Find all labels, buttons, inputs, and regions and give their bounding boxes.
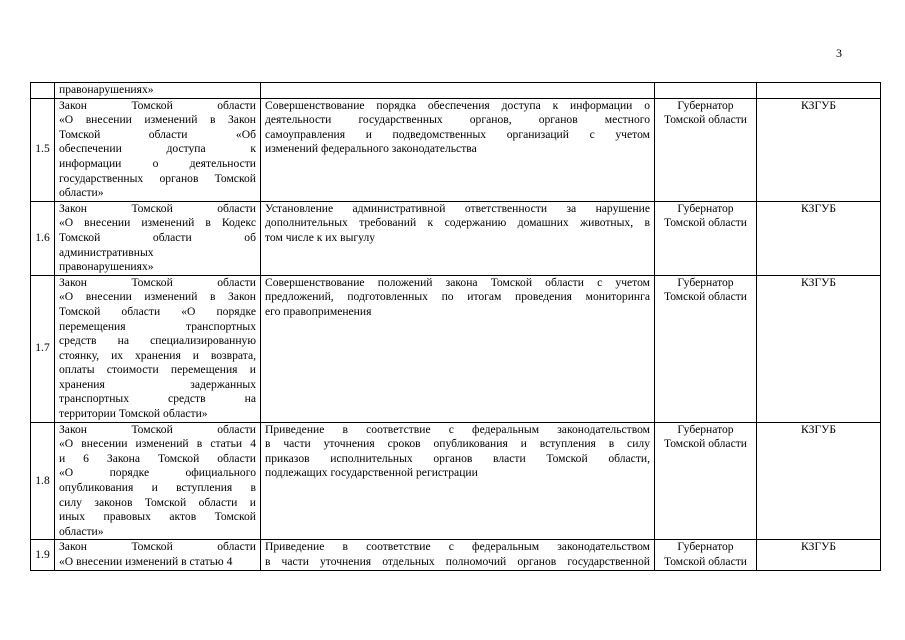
row-number-cell: 1.9: [31, 540, 55, 570]
law-title-line: хранения задержанных: [59, 377, 256, 391]
row-number-cell: [31, 83, 55, 99]
responsible-line: Томской области: [664, 216, 747, 230]
law-title-line: Закон Томской области: [59, 422, 256, 436]
goal-line: подлежащих государственной регистрации: [265, 466, 478, 480]
table-row: [31, 275, 881, 422]
law-title-line: «О внесении изменений в статью 4: [59, 555, 233, 568]
law-title-line: «О внесении изменений в Закон: [59, 290, 256, 304]
responsible-line: Губернатор: [677, 422, 734, 436]
law-title-line: области»: [59, 524, 104, 538]
responsible-cell: [655, 98, 757, 201]
law-title-line: «О внесении изменений в Кодекс: [59, 216, 256, 230]
law-title-cell: [55, 98, 261, 201]
law-title-line: Томской области «О порядке: [59, 304, 256, 318]
executor-cell: КЗГУБ: [757, 201, 881, 275]
table-row: [31, 540, 881, 570]
executor-cell: КЗГУБ: [757, 422, 881, 540]
law-title-line: государственных органов Томской: [59, 171, 256, 185]
responsible-cell: [655, 422, 757, 540]
law-title-line: опубликования и вступления в: [59, 481, 256, 495]
law-title-cell: [55, 275, 261, 422]
law-title-cell: [55, 201, 261, 275]
law-title-line: территории Томской области»: [59, 407, 208, 421]
responsible-line: Томской области: [664, 555, 747, 568]
goal-cell: [261, 201, 655, 275]
law-title-line: информации о деятельности: [59, 156, 256, 170]
goal-line: его правоприменения: [265, 304, 372, 318]
responsible-line: Губернатор: [677, 98, 734, 112]
law-title-line: стоянку, их хранения и возврата,: [59, 348, 256, 362]
law-title-line: «О внесении изменений в Закон: [59, 113, 256, 127]
goal-line: Совершенствование порядка обеспечения доступа к информации о: [265, 98, 650, 112]
law-title-line: Томской области «Об: [59, 127, 256, 141]
responsible-line: Томской области: [664, 437, 747, 451]
goal-line: изменений федерального законодательства: [265, 142, 477, 156]
law-title-line: области»: [59, 186, 104, 200]
goal-line: самоуправления и подведомственных организаций с учетом: [265, 127, 650, 141]
law-title-line: Закон Томской области: [59, 275, 256, 289]
law-title-line: правонарушениях»: [59, 260, 154, 274]
table-row: [31, 98, 881, 201]
goal-cell: [261, 540, 655, 570]
executor-cell: КЗГУБ: [757, 275, 881, 422]
goal-line: Совершенствование положений закона Томской области с учетом: [265, 275, 650, 289]
goal-cell: [261, 98, 655, 201]
page-number: 3: [836, 46, 842, 60]
table-row: [31, 201, 881, 275]
law-title-line: оплаты стоимости перемещения и: [59, 363, 256, 377]
row-number-cell: 1.5: [31, 98, 55, 201]
responsible-line: Губернатор: [677, 540, 734, 554]
law-title-line: иных правовых актов Томской: [59, 510, 256, 524]
table-row: [31, 422, 881, 540]
executor-cell: КЗГУБ: [757, 98, 881, 201]
goal-line: Приведение в соответствие с федеральным законодательством: [265, 422, 650, 436]
law-title-line: Томской области об: [59, 230, 256, 244]
law-title-line: административных: [59, 245, 154, 259]
executor-cell: [757, 83, 881, 99]
law-title-cell: [55, 83, 261, 99]
goal-line: дополнительных требований к содержанию домашних животных, в: [265, 216, 650, 230]
responsible-cell: [655, 201, 757, 275]
law-title-line: транспортных средств на: [59, 392, 256, 406]
responsible-cell: [655, 540, 757, 570]
law-title-line: Закон Томской области: [59, 540, 256, 554]
row-number-cell: 1.8: [31, 422, 55, 540]
law-title-cell: [55, 540, 261, 570]
goal-line: Установление административной ответственности за нарушение: [265, 201, 650, 215]
goal-line: приказов исполнительных органов власти Томской области,: [265, 451, 650, 465]
responsible-line: Губернатор: [677, 275, 734, 289]
responsible-line: Томской области: [664, 113, 747, 127]
responsible-cell: [655, 83, 757, 99]
law-title-line: правонарушениях»: [59, 83, 154, 96]
responsible-line: Томской области: [664, 290, 747, 304]
law-title-line: силу законов Томской области и: [59, 495, 256, 509]
law-title-line: перемещения транспортных: [59, 319, 256, 333]
goal-line: деятельности государственных органов, органов местного: [265, 113, 650, 127]
executor-cell: КЗГУБ: [757, 540, 881, 570]
law-title-line: «О порядке официального: [59, 466, 256, 480]
row-number-cell: 1.7: [31, 275, 55, 422]
table-row-continued: [31, 83, 881, 99]
law-title-cell: [55, 422, 261, 540]
responsible-line: Губернатор: [677, 201, 734, 215]
row-number-cell: 1.6: [31, 201, 55, 275]
legislation-plan-table: [30, 82, 881, 571]
law-title-line: Закон Томской области: [59, 201, 256, 215]
goal-line: предложений, подготовленных по итогам проведения мониторинга: [265, 290, 650, 304]
law-title-line: и 6 Закона Томской области: [59, 451, 256, 465]
goal-line: в части уточнения сроков опубликования и вступления в силу: [265, 437, 650, 451]
law-title-line: средств на специализированную: [59, 334, 256, 348]
goal-cell: [261, 422, 655, 540]
responsible-cell: [655, 275, 757, 422]
goal-cell: [261, 83, 655, 99]
goal-cell: [261, 275, 655, 422]
law-title-line: «О внесении изменений в статьи 4: [59, 437, 256, 451]
law-title-line: обеспечении доступа к: [59, 142, 256, 156]
law-title-line: Закон Томской области: [59, 98, 256, 112]
goal-line: в части уточнения отдельных полномочий органов государственной: [265, 555, 650, 568]
goal-line: Приведение в соответствие с федеральным законодательством: [265, 540, 650, 554]
goal-line: том числе к их выгулу: [265, 230, 376, 244]
